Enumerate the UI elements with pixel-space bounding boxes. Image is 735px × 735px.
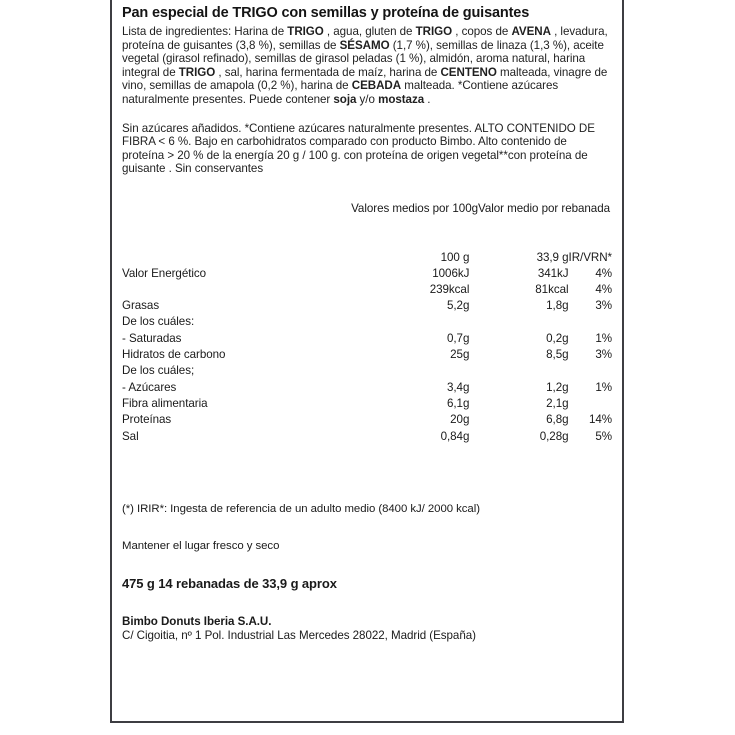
nutrition-table: [122, 249, 612, 445]
value-reference-intake: 1%: [595, 331, 612, 345]
value-per-100g: 5,2g: [446, 299, 470, 313]
allergen-highlight: mostaza: [378, 92, 425, 106]
value-per-serving: 0,28g: [539, 429, 569, 443]
value-reference-intake: [569, 314, 613, 330]
value-per-serving: 81kcal: [535, 282, 569, 296]
value-reference-intake: 3%: [595, 348, 612, 362]
allergen-highlight: TRIGO: [178, 65, 216, 79]
value-per-100g: 3,4g: [446, 380, 470, 394]
column-header-reference-intake: IR/VRN*: [568, 250, 612, 264]
value-per-100g: [352, 314, 469, 330]
ingredient-text: malteada. *Contiene azúcares naturalmente presentes. Puede contener: [122, 79, 559, 106]
allergen-highlight: TRIGO: [287, 25, 324, 38]
nutrient-name: - Saturadas: [122, 331, 182, 345]
value-per-100g: 6,1g: [446, 396, 470, 410]
column-header-per-100g: 100 g: [440, 250, 470, 264]
allergen-highlight: SÉSAMO: [339, 38, 390, 52]
ingredients-list: [122, 25, 612, 107]
table-row: [122, 331, 612, 347]
value-per-100g: 1006kJ: [432, 266, 470, 280]
nutrient-name: De los cuáles;: [122, 364, 195, 378]
table-row: [122, 396, 612, 412]
allergen-highlight: TRIGO: [415, 25, 453, 38]
ingredient-text: , copos de: [452, 25, 512, 38]
nutrient-name: Proteínas: [122, 413, 172, 427]
table-row: [122, 412, 612, 428]
nutrient-name: Valor Energético: [122, 266, 207, 280]
ingredient-text: Lista de ingredientes: Harina de: [122, 25, 288, 38]
allergen-highlight: CEBADA: [351, 79, 402, 93]
nutrition-table-body: [122, 266, 612, 445]
value-reference-intake: 4%: [595, 282, 612, 296]
label-panel: [110, 0, 624, 723]
company-name: Bimbo Donuts Iberia S.A.U.: [122, 614, 272, 628]
nutrient-name: De los cuáles:: [122, 315, 195, 329]
value-per-100g: [352, 363, 469, 379]
column-header-nutrient: [122, 249, 352, 266]
value-per-100g: 0,84g: [440, 429, 470, 443]
value-reference-intake: 5%: [595, 429, 612, 443]
allergen-highlight: AVENA: [511, 25, 551, 38]
value-per-serving: 6,8g: [546, 413, 569, 427]
value-per-serving: [469, 314, 568, 330]
allergen-highlight: soja: [333, 92, 357, 106]
allergen-highlight: CENTENO: [440, 65, 497, 79]
storage-instructions: Mantener el lugar fresco y seco: [122, 540, 280, 553]
table-row: [122, 347, 612, 363]
nutrient-name: Grasas: [122, 299, 160, 313]
product-title: Pan especial de TRIGO con semillas y proteína de guisantes: [122, 5, 530, 21]
value-per-serving: 1,8g: [546, 299, 569, 313]
ingredient-text: , agua, gluten de: [323, 25, 416, 38]
value-per-serving: 341kJ: [537, 266, 569, 280]
table-caption: Valores medios por 100gValor medio por rebanada: [351, 201, 610, 215]
company-address: C/ Cigoitia, nº 1 Pol. Industrial Las Mercedes 28022, Madrid (España): [122, 628, 476, 642]
value-reference-intake: 3%: [595, 299, 612, 313]
value-per-100g: 25g: [450, 348, 470, 362]
ingredient-text: , sal, harina fermentada de maíz, harina de: [215, 65, 441, 79]
ingredient-text: .: [424, 92, 431, 106]
value-reference-intake: [569, 396, 613, 412]
nutrient-name: Fibra alimentaria: [122, 396, 208, 410]
value-per-100g: 20g: [450, 413, 470, 427]
table-row: [122, 363, 612, 379]
net-weight-statement: 475 g 14 rebanadas de 33,9 g aprox: [122, 575, 337, 591]
column-header-per-serving: 33,9 g: [536, 250, 569, 264]
nutrition-table-head: [122, 249, 612, 266]
nutrient-name: Hidratos de carbono: [122, 348, 226, 362]
ingredient-text: y/o: [356, 92, 379, 106]
table-row: [122, 282, 612, 298]
reference-intake-note: (*) IRIR*: Ingesta de referencia de un adulto medio (8400 kJ/ 2000 kcal): [122, 502, 480, 515]
value-per-100g: 239kcal: [429, 282, 470, 296]
table-header-row: [122, 249, 612, 266]
value-reference-intake: 1%: [595, 380, 612, 394]
nutrient-name: Sal: [122, 429, 139, 443]
nutrient-name: [122, 282, 352, 298]
value-per-serving: 0,2g: [546, 331, 569, 345]
table-row: [122, 266, 612, 282]
value-reference-intake: [569, 363, 613, 379]
table-row: [122, 314, 612, 330]
ingredient-text: malteada, vinagre de vino, semillas de amapola (0,2 %), harina de: [122, 65, 608, 93]
table-row: [122, 429, 612, 445]
value-per-serving: [469, 363, 568, 379]
value-per-serving: 2,1g: [546, 396, 569, 410]
value-per-100g: 0,7g: [446, 331, 470, 345]
value-per-serving: 1,2g: [546, 380, 569, 394]
table-row: [122, 380, 612, 396]
table-row: [122, 298, 612, 314]
value-reference-intake: 4%: [595, 266, 612, 280]
nutrition-claims: Sin azúcares añadidos. *Contiene azúcares naturalmente presentes. ALTO CONTENIDO DE FIBRA < 6 %. Bajo en carbohidratos comparado con producto Bimbo. Alto contenido de proteína > 20 % de la energía 20 g / 100 g. con proteína de origen vegetal**con proteína de guisante . Sin conservantes: [122, 121, 595, 176]
ingredient-text: , levadura, proteína de guisantes (3,8 %), semillas de: [122, 25, 608, 52]
label-footer: [122, 503, 612, 643]
ingredient-text: (1,7 %), semillas de linaza (1,3 %), aceite vegetal (girasol refinado), semillas de girasol peladas (1 %), almidón, aroma natural, harina integral de: [122, 38, 604, 79]
nutrient-name: - Azúcares: [122, 380, 177, 394]
value-reference-intake: 14%: [588, 413, 612, 427]
value-per-serving: 8,5g: [546, 348, 569, 362]
